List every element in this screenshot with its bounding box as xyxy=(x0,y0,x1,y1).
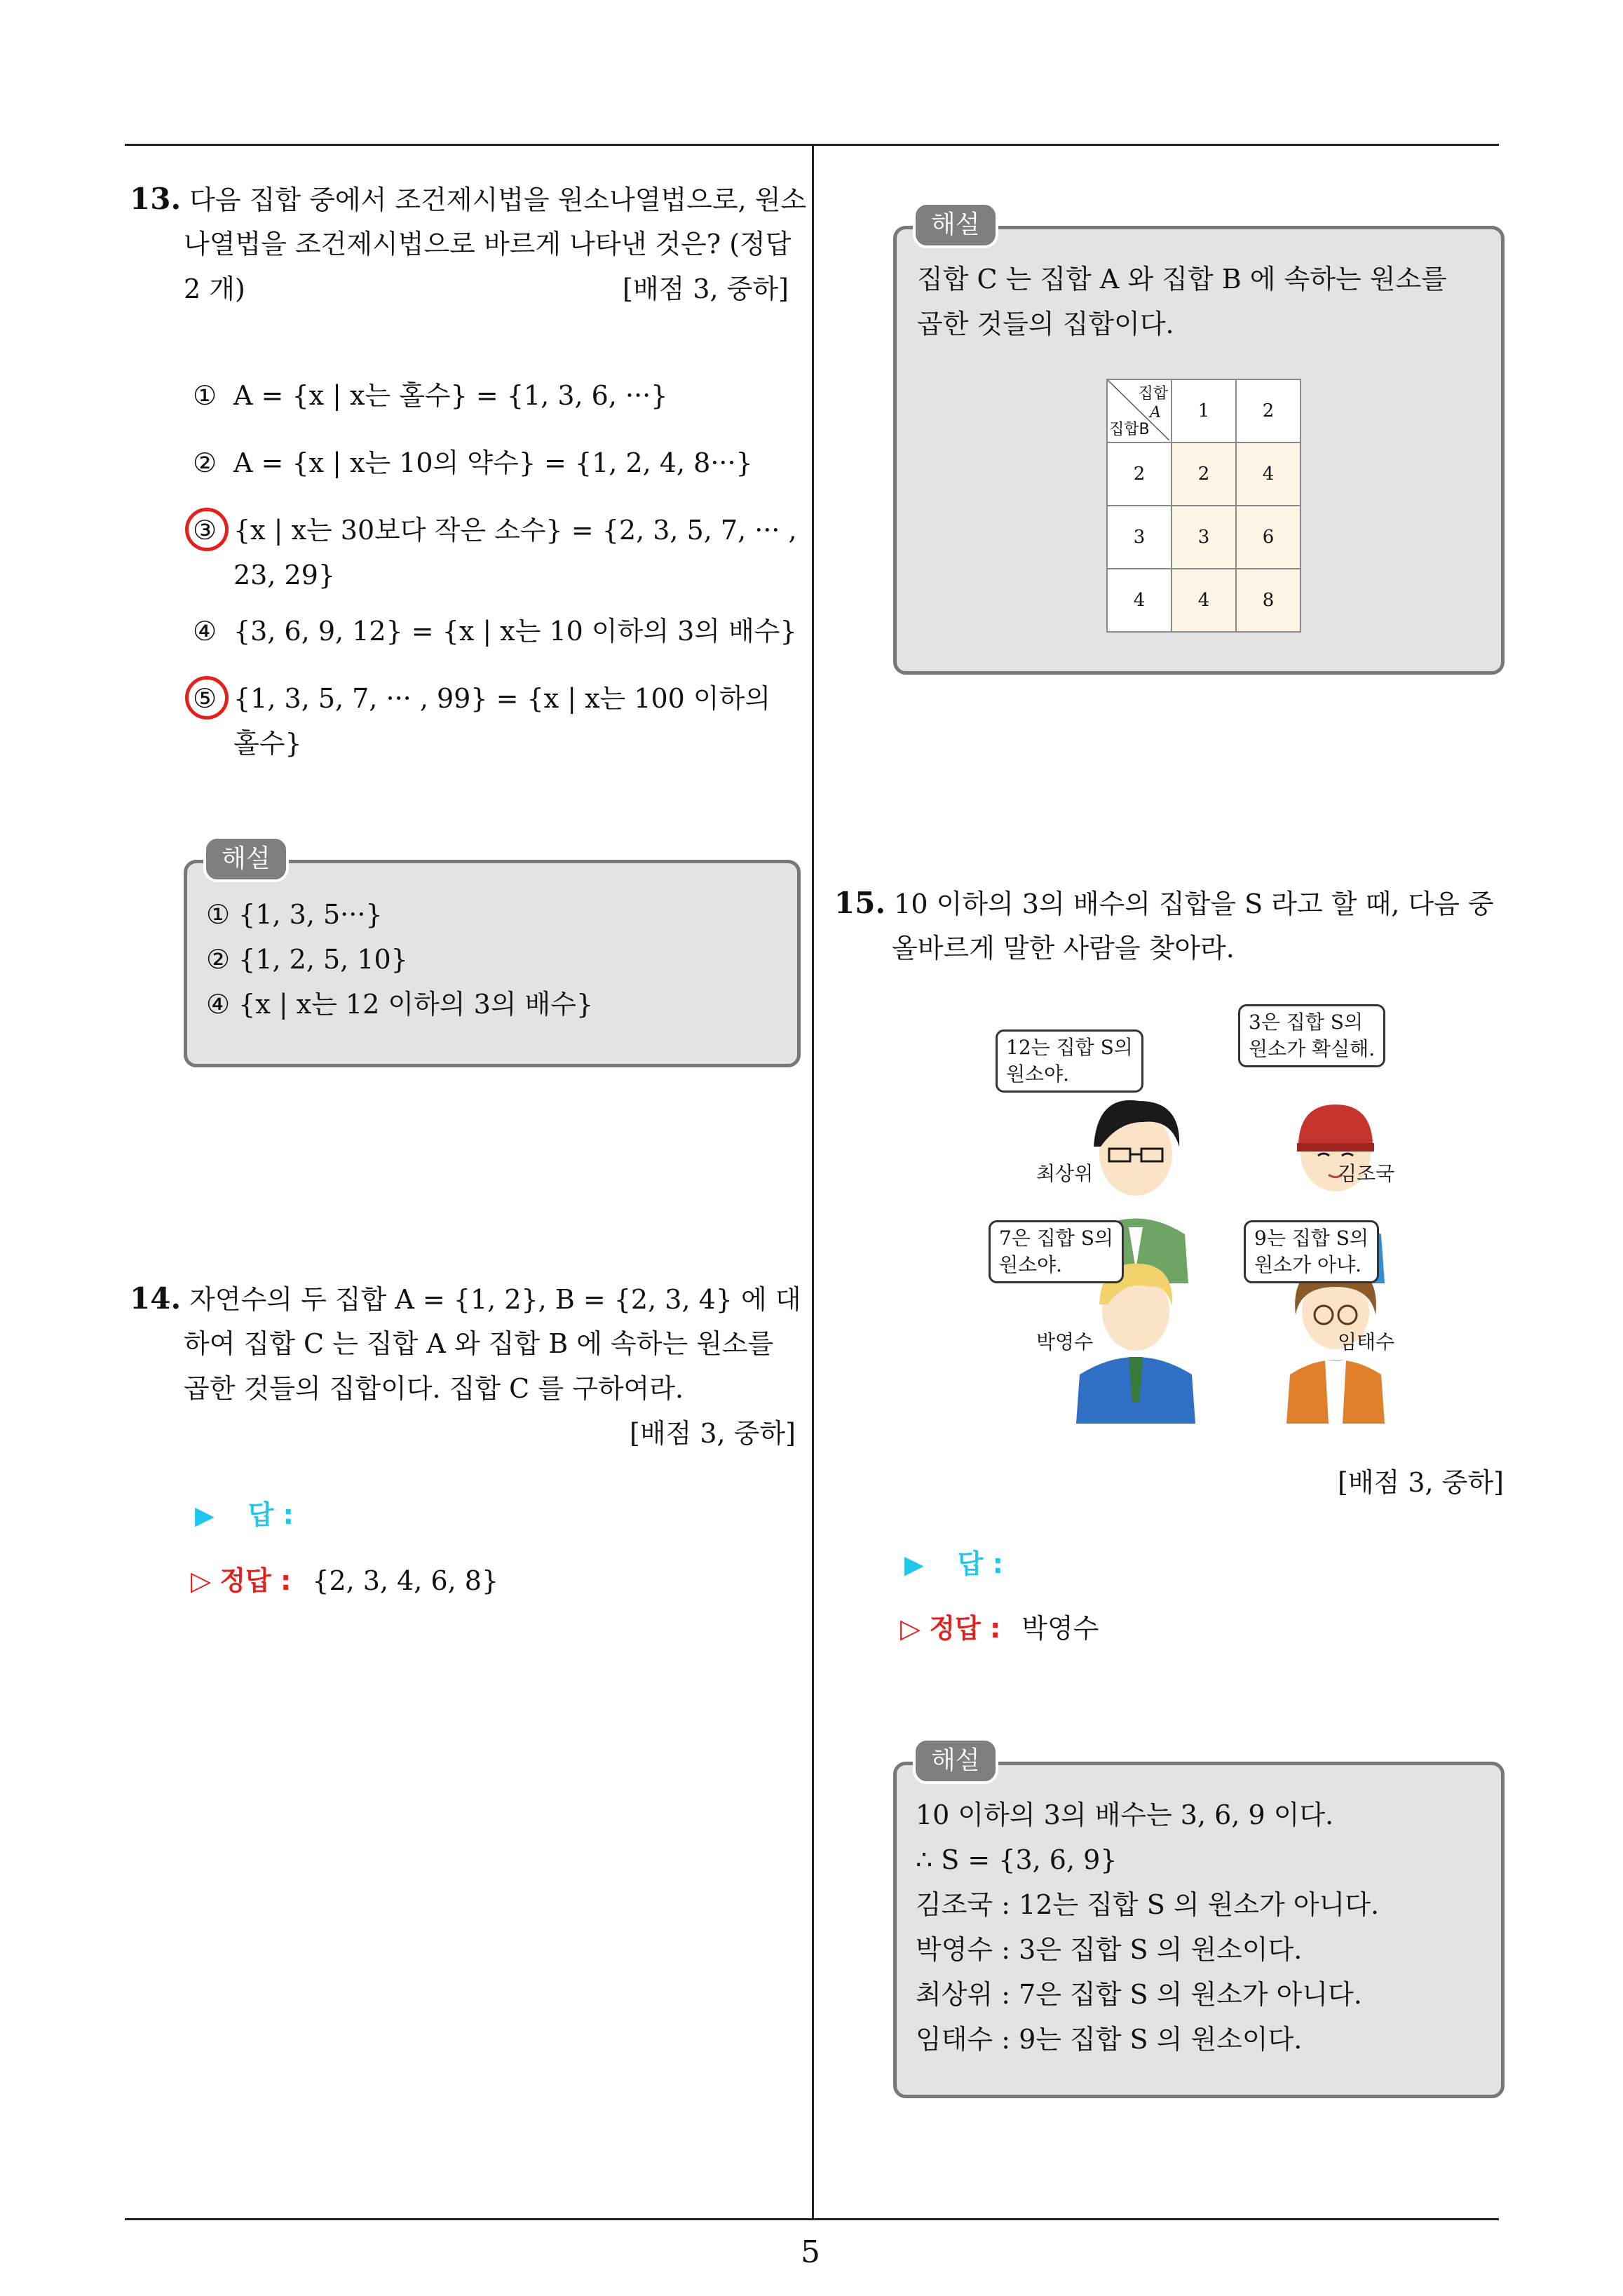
product-table xyxy=(1106,379,1301,633)
q15-solution-row xyxy=(900,1606,1099,1651)
q15-answer-row[interactable] xyxy=(904,1541,1003,1588)
q14-text-1: 자연수의 두 집합 A = {1, 2}, B = {2, 3, 4} 에 대 xyxy=(189,1284,801,1315)
option-mark: ③ xyxy=(193,515,217,546)
speech-bubble-3 xyxy=(989,1220,1124,1283)
row-header: 3 xyxy=(1107,506,1172,569)
row-header: 2 xyxy=(1107,443,1172,506)
solution-label: 정답 : xyxy=(219,1565,292,1596)
q14-score: [배점 3, 중하] xyxy=(630,1418,796,1449)
outline-arrow-icon: ▷ xyxy=(900,1613,921,1644)
q13-explain-2: ② {1, 2, 5, 10} xyxy=(206,944,408,975)
q14-explain-tag: 해설 xyxy=(913,202,998,248)
table-corner xyxy=(1107,379,1172,443)
q13-line1 xyxy=(130,177,806,222)
option-mark: ⑤ xyxy=(193,683,217,714)
option-text: A = {x | x는 홀수} = {1, 3, 6, ···} xyxy=(233,380,668,411)
table-row xyxy=(1107,569,1301,632)
solution-label: 정답 : xyxy=(929,1613,1001,1644)
q13-line2: 나열법을 조건제시법으로 바르게 나타낸 것은? (정답 xyxy=(184,229,792,259)
q15-explain-5: 최상위 : 7은 집합 S 의 원소가 아니다. xyxy=(916,1979,1362,2010)
bubble-text: 12는 집합 S의 xyxy=(1006,1036,1133,1059)
option-text: {1, 3, 5, 7, ··· , 99} = {x | x는 100 이하의 xyxy=(233,683,771,714)
q13-explain-1: ① {1, 3, 5···} xyxy=(206,899,383,930)
bubble-text: 원소야. xyxy=(1006,1062,1070,1086)
speech-bubble-4 xyxy=(1244,1220,1379,1283)
q13-score: [배점 3, 중하] xyxy=(623,274,789,304)
q13-option-2[interactable] xyxy=(193,440,753,485)
q13-option-5[interactable] xyxy=(193,676,770,721)
q14-line1 xyxy=(130,1276,801,1322)
outline-arrow-icon: ▷ xyxy=(191,1565,212,1596)
table-cell: 4 xyxy=(1172,569,1236,632)
q15-explain-4: 박영수 : 3은 집합 S 의 원소이다. xyxy=(916,1934,1303,1965)
answer-label: 답 : xyxy=(957,1548,1003,1579)
q13-explain-tag: 해설 xyxy=(203,836,289,882)
bubble-text: 9는 집합 S의 xyxy=(1254,1227,1369,1250)
q15-text-1: 10 이하의 3의 배수의 집합을 S 라고 할 때, 다음 중 xyxy=(894,889,1494,919)
option-text: {x | x는 30보다 작은 소수} = {2, 3, 5, 7, ··· , xyxy=(233,515,797,546)
column-divider xyxy=(812,144,814,2220)
q15-number: 15. xyxy=(834,886,886,920)
table-row xyxy=(1107,443,1301,506)
speech-bubble-2 xyxy=(1238,1004,1385,1067)
q13-explain-3: ④ {x | x는 12 이하의 3의 배수} xyxy=(206,989,594,1020)
q15-line1 xyxy=(834,881,1494,926)
q13-option-3-cont: 23, 29} xyxy=(233,560,336,590)
q15-explain-3: 김조국 : 12는 집합 S 의 원소가 아니다. xyxy=(916,1889,1380,1920)
bubble-text: 원소가 아냐. xyxy=(1254,1253,1362,1276)
speech-bubble-1 xyxy=(996,1029,1143,1093)
q14-answer-row[interactable] xyxy=(195,1492,294,1539)
bubble-text: 원소야. xyxy=(999,1253,1063,1276)
q14-explain-1: 집합 C 는 집합 A 와 집합 B 에 속하는 원소를 xyxy=(917,264,1447,295)
name-lim: 임태수 xyxy=(1338,1330,1395,1353)
corner-a-label: A xyxy=(1150,404,1161,421)
q13-option-3[interactable] xyxy=(193,508,797,553)
col-header: 2 xyxy=(1236,379,1301,443)
q15-line2: 올바르게 말한 사람을 찾아라. xyxy=(892,933,1235,964)
option-mark: ② xyxy=(193,447,217,478)
table-cell: 4 xyxy=(1236,443,1301,506)
col-header: 1 xyxy=(1172,379,1236,443)
table-cell: 3 xyxy=(1172,506,1236,569)
q13-option-5-cont: 홀수} xyxy=(233,728,302,759)
table-row xyxy=(1107,506,1301,569)
character-park-icon xyxy=(1076,1264,1195,1424)
q15-explain-1: 10 이하의 3의 배수는 3, 6, 9 이다. xyxy=(916,1799,1334,1830)
option-mark: ④ xyxy=(193,616,217,647)
name-choi: 최상위 xyxy=(1036,1162,1094,1185)
q13-line3: 2 개) xyxy=(184,274,245,304)
play-arrow-icon: ▶ xyxy=(904,1551,924,1579)
q14-explain-2: 곱한 것들의 집합이다. xyxy=(917,309,1174,339)
play-arrow-icon: ▶ xyxy=(195,1501,215,1530)
corner-left-label: 집합B xyxy=(1109,421,1150,438)
q14-solution-value: {2, 3, 4, 6, 8} xyxy=(312,1565,499,1596)
answer-label: 답 : xyxy=(247,1499,294,1530)
q13-number: 13. xyxy=(130,182,182,216)
table-cell: 2 xyxy=(1172,443,1236,506)
name-kim: 김조국 xyxy=(1338,1162,1395,1185)
option-mark: ① xyxy=(193,380,217,411)
q14-number: 14. xyxy=(130,1281,182,1316)
bubble-text: 7은 집합 S의 xyxy=(999,1227,1113,1250)
option-text: {3, 6, 9, 12} = {x | x는 10 이하의 3의 배수} xyxy=(233,616,797,647)
q14-line3: 곱한 것들의 집합이다. 집합 C 를 구하여라. xyxy=(184,1373,684,1404)
q15-score: [배점 3, 중하] xyxy=(1338,1467,1504,1498)
q14-line2: 하여 집합 C 는 집합 A 와 집합 B 에 속하는 원소를 xyxy=(184,1328,774,1359)
row-header: 4 xyxy=(1107,569,1172,632)
table-cell: 8 xyxy=(1236,569,1301,632)
bubble-text: 3은 집합 S의 xyxy=(1249,1011,1363,1034)
q13-text-1: 다음 집합 중에서 조건제시법을 원소나열법으로, 원소 xyxy=(189,184,807,215)
table-cell: 6 xyxy=(1236,506,1301,569)
table-header-row xyxy=(1107,379,1301,443)
q14-solution-row xyxy=(191,1558,498,1603)
q13-option-1[interactable] xyxy=(193,373,667,418)
corner-top-label: 집합 xyxy=(1138,385,1168,403)
q15-explain-2: ∴ S = {3, 6, 9} xyxy=(916,1844,1118,1875)
q15-solution-value: 박영수 xyxy=(1021,1613,1099,1644)
q13-option-4[interactable] xyxy=(193,609,797,654)
q15-explain-6: 임태수 : 9는 집합 S 의 원소이다. xyxy=(916,2024,1303,2055)
page-number: 5 xyxy=(801,2234,820,2270)
option-text: A = {x | x는 10의 약수} = {1, 2, 4, 8···} xyxy=(233,447,753,478)
q15-explain-tag: 해설 xyxy=(913,1738,998,1784)
name-park: 박영수 xyxy=(1036,1330,1094,1353)
bubble-text: 원소가 확실해. xyxy=(1249,1037,1376,1060)
bottom-rule xyxy=(125,2218,1499,2220)
